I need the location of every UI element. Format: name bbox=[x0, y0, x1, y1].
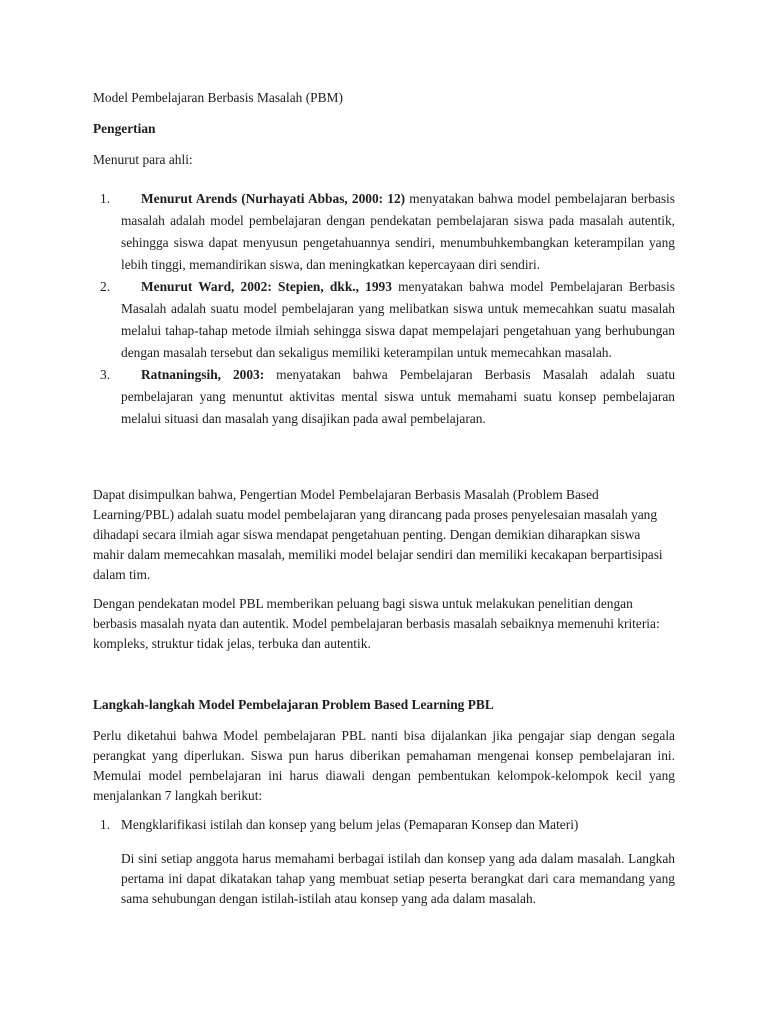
step-title: Mengklarifikasi istilah dan konsep yang belum jelas (Pemaparan Konsep dan Materi) bbox=[121, 817, 579, 832]
list-number: 3. bbox=[100, 367, 111, 382]
steps-intro-paragraph: Perlu diketahui bahwa Model pembelajaran PBL nanti bisa dijalankan jika pengajar siap dengan segala perangkat yang diperlukan. Siswa pun harus diberikan pemahaman mengenai konsep pembelajaran ini. Memulai model pembelajaran ini harus diawali dengan pembentukan kelompok-kelompok kecil yang menjalankan 7 langkah berikut: bbox=[93, 728, 675, 803]
list-number: 1. bbox=[100, 191, 111, 206]
definition-text: menyatakan bahwa model Pembelajaran Berbasis Masalah adalah suatu model pembelajaran yang melibatkan siswa untuk memecahkan suatu masalah melalui tahap-tahap metode ilmiah sehingga siswa dapat mempelajari pengetahuan yang berhubungan dengan masalah tersebut dan sekaligus memiliki keterampilan untuk memecahkan masalah. bbox=[121, 279, 675, 360]
definition-author: Menurut Arends (Nurhayati Abbas, 2000: 12) bbox=[141, 191, 406, 206]
definition-item bbox=[93, 364, 675, 430]
steps-list bbox=[93, 815, 675, 909]
intro-text: Menurut para ahli: bbox=[93, 152, 193, 167]
definition-item bbox=[93, 188, 675, 276]
definition-author: Ratnaningsih, 2003: bbox=[141, 367, 265, 382]
approach-paragraph: Dengan pendekatan model PBL memberikan peluang bagi siswa untuk melakukan penelitian dengan berbasis masalah nyata dan autentik. Model pembelajaran berbasis masalah sebaiknya memenuhi kriteria: kompleks, struktur tidak jelas, terbuka dan autentik. bbox=[93, 596, 660, 651]
list-number: 2. bbox=[100, 279, 111, 294]
list-number: 1. bbox=[100, 817, 111, 832]
section-heading-langkah: Langkah-langkah Model Pembelajaran Problem Based Learning PBL bbox=[93, 697, 494, 712]
definition-item bbox=[93, 276, 675, 364]
step-description: Di sini setiap anggota harus memahami berbagai istilah dan konsep yang ada dalam masalah. Langkah pertama ini dapat dikatakan tahap yang membuat setiap peserta berangkat dari cara memandang yang sama sehubungan dengan istilah-istilah atau konsep yang ada dalam masalah. bbox=[121, 851, 675, 906]
definition-text: menyatakan bahwa Pembelajaran Berbasis Masalah adalah suatu pembelajaran yang menuntut aktivitas mental siswa untuk memahami suatu konsep pembelajaran melalui situasi dan masalah yang disajikan pada awal pembelajaran. bbox=[121, 367, 676, 426]
conclusion-paragraph: Dapat disimpulkan bahwa, Pengertian Model Pembelajaran Berbasis Masalah (Problem Based Learning/PBL) adalah suatu model pembelajaran yang dirancang pada proses penyelesaian masalah yang dihadapi secara ilmiah agar siswa mendapat pengetahuan penting. Dengan demikian diharapkan siswa mahir dalam memecahkan masalah, memiliki model belajar sendiri dan memiliki kecakapan berpartisipasi dalam tim. bbox=[93, 487, 663, 582]
section-heading-pengertian: Pengertian bbox=[93, 121, 156, 136]
document-title: Model Pembelajaran Berbasis Masalah (PBM) bbox=[93, 90, 343, 105]
definition-text: menyatakan bahwa model pembelajaran berbasis masalah adalah model pembelajaran dengan pendekatan pembelajaran siswa pada masalah autentik, sehingga siswa dapat menyusun pengetahuannya sendiri, menumbuhkembangkan keterampilan yang lebih tinggi, memandirikan siswa, dan meningkatkan kepercayaan diri sendiri. bbox=[121, 191, 675, 272]
definition-author: Menurut Ward, 2002: Stepien, dkk., 1993 bbox=[141, 279, 392, 294]
step-item bbox=[93, 815, 675, 909]
definitions-list bbox=[93, 188, 675, 430]
